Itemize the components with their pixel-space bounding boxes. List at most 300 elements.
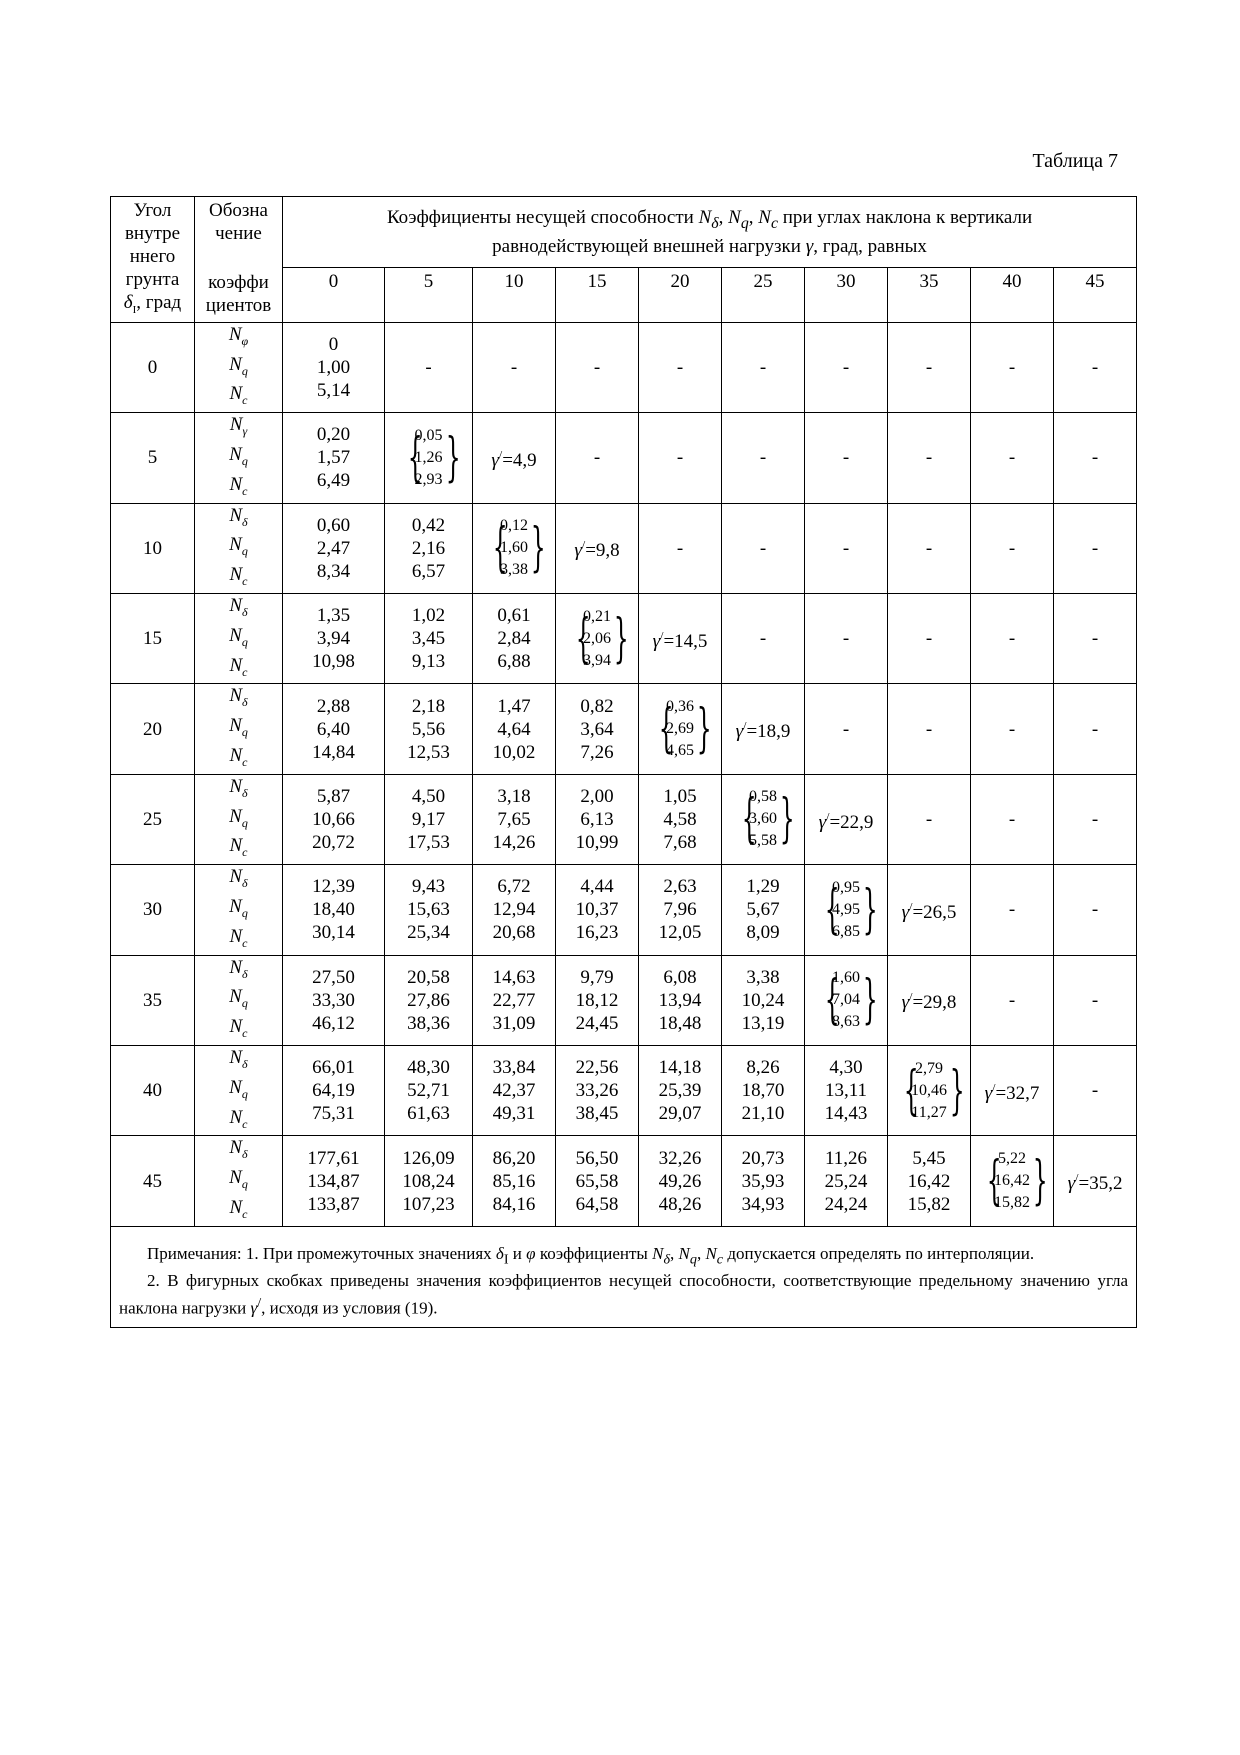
- note1-text-b: коэффициенты: [539, 1243, 648, 1263]
- value-cell: [722, 1136, 805, 1226]
- dash: -: [1091, 537, 1099, 559]
- value-line: 64,58: [575, 1193, 619, 1215]
- value-cell: [722, 322, 805, 412]
- dash: -: [1008, 808, 1016, 830]
- limit-angle: γ/=18,9: [735, 718, 791, 743]
- braced-value: 5,58: [749, 832, 777, 850]
- braced-value: 1,60: [832, 969, 860, 987]
- value-line: 0,82: [580, 695, 614, 717]
- limit-angle-cell: [1054, 1136, 1137, 1226]
- brace-values: [573, 606, 629, 672]
- table-row: [111, 1045, 1137, 1135]
- braced-value: 0,05: [414, 426, 443, 444]
- value-cell: [473, 684, 556, 774]
- value-line: 65,58: [575, 1170, 619, 1192]
- value-line: 4,64: [497, 718, 531, 740]
- delta-cell: 20: [111, 684, 195, 774]
- value-line: 22,77: [492, 989, 536, 1011]
- limit-value: =18,9: [746, 721, 791, 743]
- value-cell: [1054, 413, 1137, 503]
- limit-value: =35,2: [1078, 1173, 1123, 1195]
- braced-value: 3,38: [500, 561, 528, 579]
- value-line: 6,57: [411, 560, 446, 582]
- delta-cell: 5: [111, 413, 195, 503]
- value-line: 30,14: [312, 922, 355, 944]
- coef-symbol: $N_c$: [229, 925, 248, 950]
- value-cell: [473, 774, 556, 864]
- brace-values: [822, 877, 878, 943]
- delta-cell: 35: [111, 955, 195, 1045]
- dash: -: [1091, 447, 1099, 469]
- note2-text-b: , исходя из условия (19).: [261, 1298, 438, 1318]
- value-line: 3,64: [580, 718, 614, 740]
- value-cell: [283, 955, 385, 1045]
- value-line: 14,18: [658, 1057, 702, 1079]
- value-line: 12,05: [658, 922, 702, 944]
- value-cell: [556, 413, 639, 503]
- dash: -: [842, 718, 850, 740]
- value-cell: [283, 503, 385, 593]
- value-cell: [473, 955, 556, 1045]
- angle-header-cell: 40: [971, 268, 1054, 323]
- table-row: [111, 955, 1137, 1045]
- value-line: 20,72: [312, 831, 355, 853]
- value-cell: [1054, 774, 1137, 864]
- braced-value: 1,60: [500, 539, 528, 557]
- dash: -: [676, 356, 684, 378]
- value-line: 12,94: [492, 899, 536, 921]
- dash: -: [1091, 356, 1099, 378]
- delta-cell: 0: [111, 322, 195, 412]
- limit-angle-cell: [888, 955, 971, 1045]
- coef-symbol: $N_\delta$: [229, 504, 248, 529]
- value-line: 10,02: [492, 741, 536, 763]
- value-line: 6,72: [497, 876, 531, 898]
- value-line: 1,05: [663, 785, 697, 807]
- value-line: 25,34: [407, 922, 450, 944]
- brace-values: [984, 1148, 1048, 1214]
- dash: -: [1091, 718, 1099, 740]
- value-cell: [639, 1136, 722, 1226]
- value-line: 84,16: [492, 1193, 536, 1215]
- value-line: 2,63: [663, 876, 697, 898]
- symbol-cell: [195, 593, 283, 683]
- value-line: 35,93: [741, 1170, 785, 1192]
- angle-header-cell: 25: [722, 268, 805, 323]
- symbol-cell: [195, 1136, 283, 1226]
- limit-value: =32,7: [995, 1082, 1040, 1104]
- value-cell: [805, 593, 888, 683]
- brace-values: [822, 967, 878, 1033]
- dash: -: [1008, 628, 1016, 650]
- value-cell: [385, 593, 473, 683]
- value-line: 12,53: [407, 741, 450, 763]
- value-cell: [722, 593, 805, 683]
- value-line: 14,43: [824, 1103, 868, 1125]
- dash: -: [1008, 718, 1016, 740]
- value-line: 33,30: [312, 989, 355, 1011]
- delta-cell: 45: [111, 1136, 195, 1226]
- header-angle-top: Угол внутре ннего: [124, 200, 181, 267]
- value-cell: [888, 684, 971, 774]
- braced-value: 2,06: [583, 629, 611, 647]
- value-cell: [639, 503, 722, 593]
- braced-value: 10,46: [911, 1081, 947, 1099]
- value-cell: [1054, 865, 1137, 955]
- coef-symbol: $N_q$: [229, 1167, 248, 1191]
- value-line: 25,24: [824, 1170, 868, 1192]
- dash: -: [1091, 899, 1099, 921]
- left-brace: {: [407, 427, 423, 488]
- coef-symbol: $N_q$: [229, 624, 248, 649]
- value-cell: [385, 503, 473, 593]
- value-line: 11,26: [824, 1147, 868, 1169]
- value-line: 20,68: [492, 922, 536, 944]
- value-cell: [888, 1136, 971, 1226]
- value-cell: [283, 1045, 385, 1135]
- value-line: 16,42: [907, 1170, 951, 1192]
- braced-value: 7,04: [832, 991, 860, 1009]
- value-line: 10,99: [575, 831, 619, 853]
- value-cell: [385, 684, 473, 774]
- limit-angle: γ/=4,9: [491, 447, 537, 472]
- value-line: 7,96: [663, 899, 697, 921]
- angle-header-cell: 5: [385, 268, 473, 323]
- limit-value: =9,8: [585, 540, 620, 562]
- value-line: 34,93: [741, 1193, 785, 1215]
- value-cell: [722, 503, 805, 593]
- dash: -: [842, 628, 850, 650]
- dash: -: [1091, 989, 1099, 1011]
- value-line: 1,02: [411, 605, 446, 627]
- value-line: 24,45: [575, 1012, 619, 1034]
- limit-value: =22,9: [829, 811, 874, 833]
- value-cell: [971, 503, 1054, 593]
- value-line: 0,42: [411, 514, 446, 536]
- value-cell: [1054, 593, 1137, 683]
- symbol-cell: [195, 955, 283, 1045]
- value-line: 1,29: [746, 876, 780, 898]
- value-line: 1,47: [497, 695, 531, 717]
- header-angle-unit: , град: [136, 292, 182, 313]
- value-line: 22,56: [575, 1057, 619, 1079]
- value-cell: [385, 865, 473, 955]
- value-cell: [385, 1136, 473, 1226]
- dash: -: [759, 447, 767, 469]
- value-cell: [805, 684, 888, 774]
- limit-angle: γ/=29,8: [901, 990, 957, 1014]
- value-cell: [556, 865, 639, 955]
- braced-value: 3,60: [749, 810, 777, 828]
- value-line: 107,23: [402, 1193, 455, 1215]
- coef-symbol: $N_c$: [229, 383, 248, 408]
- dash: -: [1008, 356, 1016, 378]
- value-line: 18,48: [658, 1012, 702, 1034]
- right-brace: }: [862, 879, 878, 940]
- value-line: 6,13: [580, 808, 614, 830]
- value-line: 33,26: [575, 1080, 619, 1102]
- delta-cell: 15: [111, 593, 195, 683]
- angle-header-cell: 20: [639, 268, 722, 323]
- dash: -: [593, 447, 601, 469]
- value-line: 1,35: [316, 605, 351, 627]
- table-label: Таблица 7: [1032, 150, 1118, 172]
- angle-header-cell: 15: [556, 268, 639, 323]
- value-cell: [283, 865, 385, 955]
- value-line: 4,30: [829, 1057, 863, 1079]
- value-line: 10,66: [312, 808, 355, 830]
- value-line: 5,67: [746, 899, 780, 921]
- symbol-cell: [195, 503, 283, 593]
- dash: -: [676, 447, 684, 469]
- note2-text-a: 2. В фигурных скобках приведены значения коэффициентов несущей способности, соответствующие предельному значению угла наклона нагрузки: [119, 1271, 1129, 1318]
- dash: -: [759, 356, 767, 378]
- limit-braced-cell: [639, 684, 722, 774]
- dash: -: [925, 718, 933, 740]
- table-row: [111, 593, 1137, 683]
- value-line: 13,94: [658, 989, 702, 1011]
- value-cell: [888, 413, 971, 503]
- coef-symbol: $N_\delta$: [229, 685, 248, 710]
- value-line: 75,31: [312, 1103, 355, 1125]
- value-line: 18,40: [312, 899, 355, 921]
- value-line: 7,68: [663, 831, 697, 853]
- limit-angle-cell: [722, 684, 805, 774]
- left-brace: {: [492, 518, 508, 579]
- dash: -: [925, 808, 933, 830]
- braced-value: 0,95: [832, 878, 860, 896]
- value-cell: [971, 413, 1054, 503]
- angle-header-cell: 45: [1054, 268, 1137, 323]
- left-brace: {: [824, 879, 840, 940]
- braced-value: 8,63: [832, 1013, 860, 1031]
- header-symbol-cell: [195, 197, 283, 323]
- dash: -: [510, 356, 518, 378]
- limit-angle-cell: [888, 865, 971, 955]
- coef-symbol: $N_q$: [229, 895, 248, 920]
- value-cell: [971, 322, 1054, 412]
- value-line: 9,79: [580, 966, 614, 988]
- right-brace: }: [530, 518, 546, 579]
- value-line: 18,12: [575, 989, 619, 1011]
- brace-values: [739, 786, 795, 852]
- note-1: Примечания: 1. При промежуточных значениях $\delta_I$ и φ коэффициенты $N_\delta$, $N_q$, $N_c$ допускается определять по интерполяции.: [147, 1243, 1035, 1268]
- value-line: 0,61: [497, 605, 531, 627]
- table-row: [111, 322, 1137, 412]
- value-cell: [473, 865, 556, 955]
- value-line: 14,26: [492, 831, 536, 853]
- table-row: [111, 684, 1137, 774]
- value-line: 10,37: [575, 899, 619, 921]
- delta-symbol: δ: [123, 292, 133, 313]
- value-line: 2,18: [411, 695, 446, 717]
- value-line: 2,84: [497, 628, 531, 650]
- dash: -: [759, 628, 767, 650]
- value-line: 29,07: [658, 1103, 702, 1125]
- value-line: 61,63: [407, 1103, 450, 1125]
- table-row: [111, 413, 1137, 503]
- value-cell: [385, 322, 473, 412]
- limit-angle: γ/=35,2: [1067, 1170, 1123, 1195]
- coef-symbol: $N_\delta$: [229, 775, 248, 800]
- value-cell: [1054, 1045, 1137, 1135]
- braced-value: 6,85: [832, 922, 860, 940]
- value-line: 27,86: [407, 989, 450, 1011]
- limit-braced-cell: [805, 865, 888, 955]
- braced-value: 5,22: [998, 1150, 1026, 1167]
- coef-symbol: $N_\varphi$: [228, 323, 249, 348]
- limit-angle: γ/=26,5: [901, 899, 957, 923]
- coef-symbol: $N_q$: [229, 353, 248, 378]
- braced-value: 2,93: [414, 470, 443, 488]
- value-line: 33,84: [492, 1057, 536, 1079]
- value-line: 10,24: [741, 989, 785, 1011]
- value-line: 0,20: [316, 424, 351, 446]
- coef-symbol: $N_q$: [229, 1076, 248, 1101]
- value-line: 18,70: [741, 1080, 785, 1102]
- symbol-cell: [195, 413, 283, 503]
- right-brace: }: [949, 1060, 965, 1121]
- value-line: 31,09: [492, 1012, 536, 1034]
- braced-value: 2,69: [666, 720, 694, 738]
- coef-symbol: $N_\delta$: [229, 1137, 248, 1162]
- header-angle-cell: [111, 197, 195, 323]
- value-cell: [805, 413, 888, 503]
- limit-braced-cell: [722, 774, 805, 864]
- brace-values: [656, 696, 712, 762]
- value-line: 32,26: [658, 1147, 702, 1169]
- limit-angle: γ/=14,5: [652, 628, 708, 652]
- value-cell: [473, 322, 556, 412]
- value-line: 10,98: [312, 651, 355, 673]
- value-line: 12,39: [312, 876, 355, 898]
- left-brace: {: [986, 1151, 1002, 1211]
- value-cell: [556, 1045, 639, 1135]
- value-line: 4,58: [663, 808, 697, 830]
- dash: -: [425, 356, 432, 378]
- value-line: 6,49: [316, 470, 351, 492]
- value-line: 3,45: [411, 628, 446, 650]
- braced-value: 1,26: [414, 448, 443, 466]
- value-line: 48,26: [658, 1193, 702, 1215]
- limit-braced-cell: [971, 1136, 1054, 1226]
- value-cell: [888, 503, 971, 593]
- dash: -: [1008, 447, 1016, 469]
- coef-symbol: $N_c$: [229, 564, 248, 588]
- brace-values: [901, 1058, 965, 1124]
- coef-symbol: $N_c$: [229, 1106, 248, 1131]
- value-line: 9,13: [411, 651, 446, 673]
- value-line: 5,87: [316, 785, 351, 807]
- limit-angle-cell: [971, 1045, 1054, 1135]
- value-line: 66,01: [312, 1057, 355, 1079]
- braced-value: 11,27: [911, 1103, 947, 1121]
- left-brace: {: [824, 970, 840, 1031]
- value-line: 21,10: [741, 1103, 785, 1125]
- value-line: 9,17: [411, 808, 446, 830]
- right-brace: }: [613, 608, 629, 669]
- value-cell: [556, 774, 639, 864]
- value-line: 13,19: [741, 1012, 785, 1034]
- value-line: 126,09: [402, 1147, 455, 1169]
- value-cell: [385, 774, 473, 864]
- dash: -: [1008, 899, 1016, 921]
- value-line: 5,45: [912, 1147, 946, 1169]
- value-cell: [888, 774, 971, 864]
- coef-symbol: $N_q$: [229, 443, 248, 468]
- value-line: 24,24: [824, 1193, 868, 1215]
- braced-value: 4,65: [666, 742, 694, 760]
- table-row: [111, 865, 1137, 955]
- table-row: [111, 774, 1137, 864]
- value-line: 49,31: [492, 1103, 536, 1125]
- limit-braced-cell: [473, 503, 556, 593]
- dash: -: [842, 447, 850, 469]
- value-line: 177,61: [307, 1147, 360, 1169]
- value-line: 8,09: [746, 922, 780, 944]
- main-title-line2a: равнодействующей внешней нагрузки: [492, 235, 801, 257]
- right-brace: }: [445, 427, 461, 488]
- braced-value: 0,21: [583, 607, 611, 625]
- value-cell: [283, 413, 385, 503]
- value-cell: [639, 865, 722, 955]
- dash: -: [1091, 808, 1099, 830]
- coef-symbol: $N_\delta$: [229, 866, 248, 890]
- brace-values: [490, 515, 546, 581]
- bearing-capacity-table: [110, 196, 1137, 1328]
- value-line: 0,60: [316, 514, 351, 536]
- dash: -: [593, 356, 601, 378]
- right-brace: }: [1032, 1151, 1048, 1211]
- value-cell: [639, 774, 722, 864]
- limit-angle-cell: [556, 503, 639, 593]
- value-cell: [639, 413, 722, 503]
- value-cell: [971, 684, 1054, 774]
- symbol-cell: [195, 865, 283, 955]
- limit-angle-cell: [639, 593, 722, 683]
- right-brace: }: [779, 789, 795, 850]
- value-line: 8,34: [316, 560, 351, 582]
- limit-value: =29,8: [912, 992, 957, 1014]
- value-cell: [283, 1136, 385, 1226]
- limit-angle: γ/=9,8: [574, 538, 620, 562]
- dash: -: [925, 628, 933, 650]
- table-row: [111, 1136, 1137, 1226]
- main-title-part2: при углах наклона к вертикали: [782, 207, 1033, 229]
- delta-cell: 30: [111, 865, 195, 955]
- value-cell: [805, 322, 888, 412]
- coef-symbol: $N_q$: [229, 534, 248, 559]
- limit-angle: γ/=32,7: [984, 1080, 1040, 1104]
- value-line: 3,18: [497, 785, 531, 807]
- braced-value: 4,95: [832, 900, 860, 918]
- limit-angle: γ/=22,9: [818, 809, 874, 833]
- value-cell: [556, 322, 639, 412]
- value-line: 15,63: [407, 899, 450, 921]
- value-line: 52,71: [407, 1080, 450, 1102]
- value-line: 38,36: [407, 1012, 450, 1034]
- value-line: 9,43: [411, 876, 446, 898]
- value-line: 14,63: [492, 966, 536, 988]
- limit-braced-cell: [385, 413, 473, 503]
- braced-value: 16,42: [994, 1172, 1030, 1189]
- value-line: 1,57: [316, 447, 351, 469]
- value-cell: [971, 774, 1054, 864]
- value-line: 108,24: [402, 1170, 455, 1192]
- braced-value: 3,94: [583, 651, 611, 669]
- value-line: 2,16: [411, 537, 446, 559]
- limit-braced-cell: [805, 955, 888, 1045]
